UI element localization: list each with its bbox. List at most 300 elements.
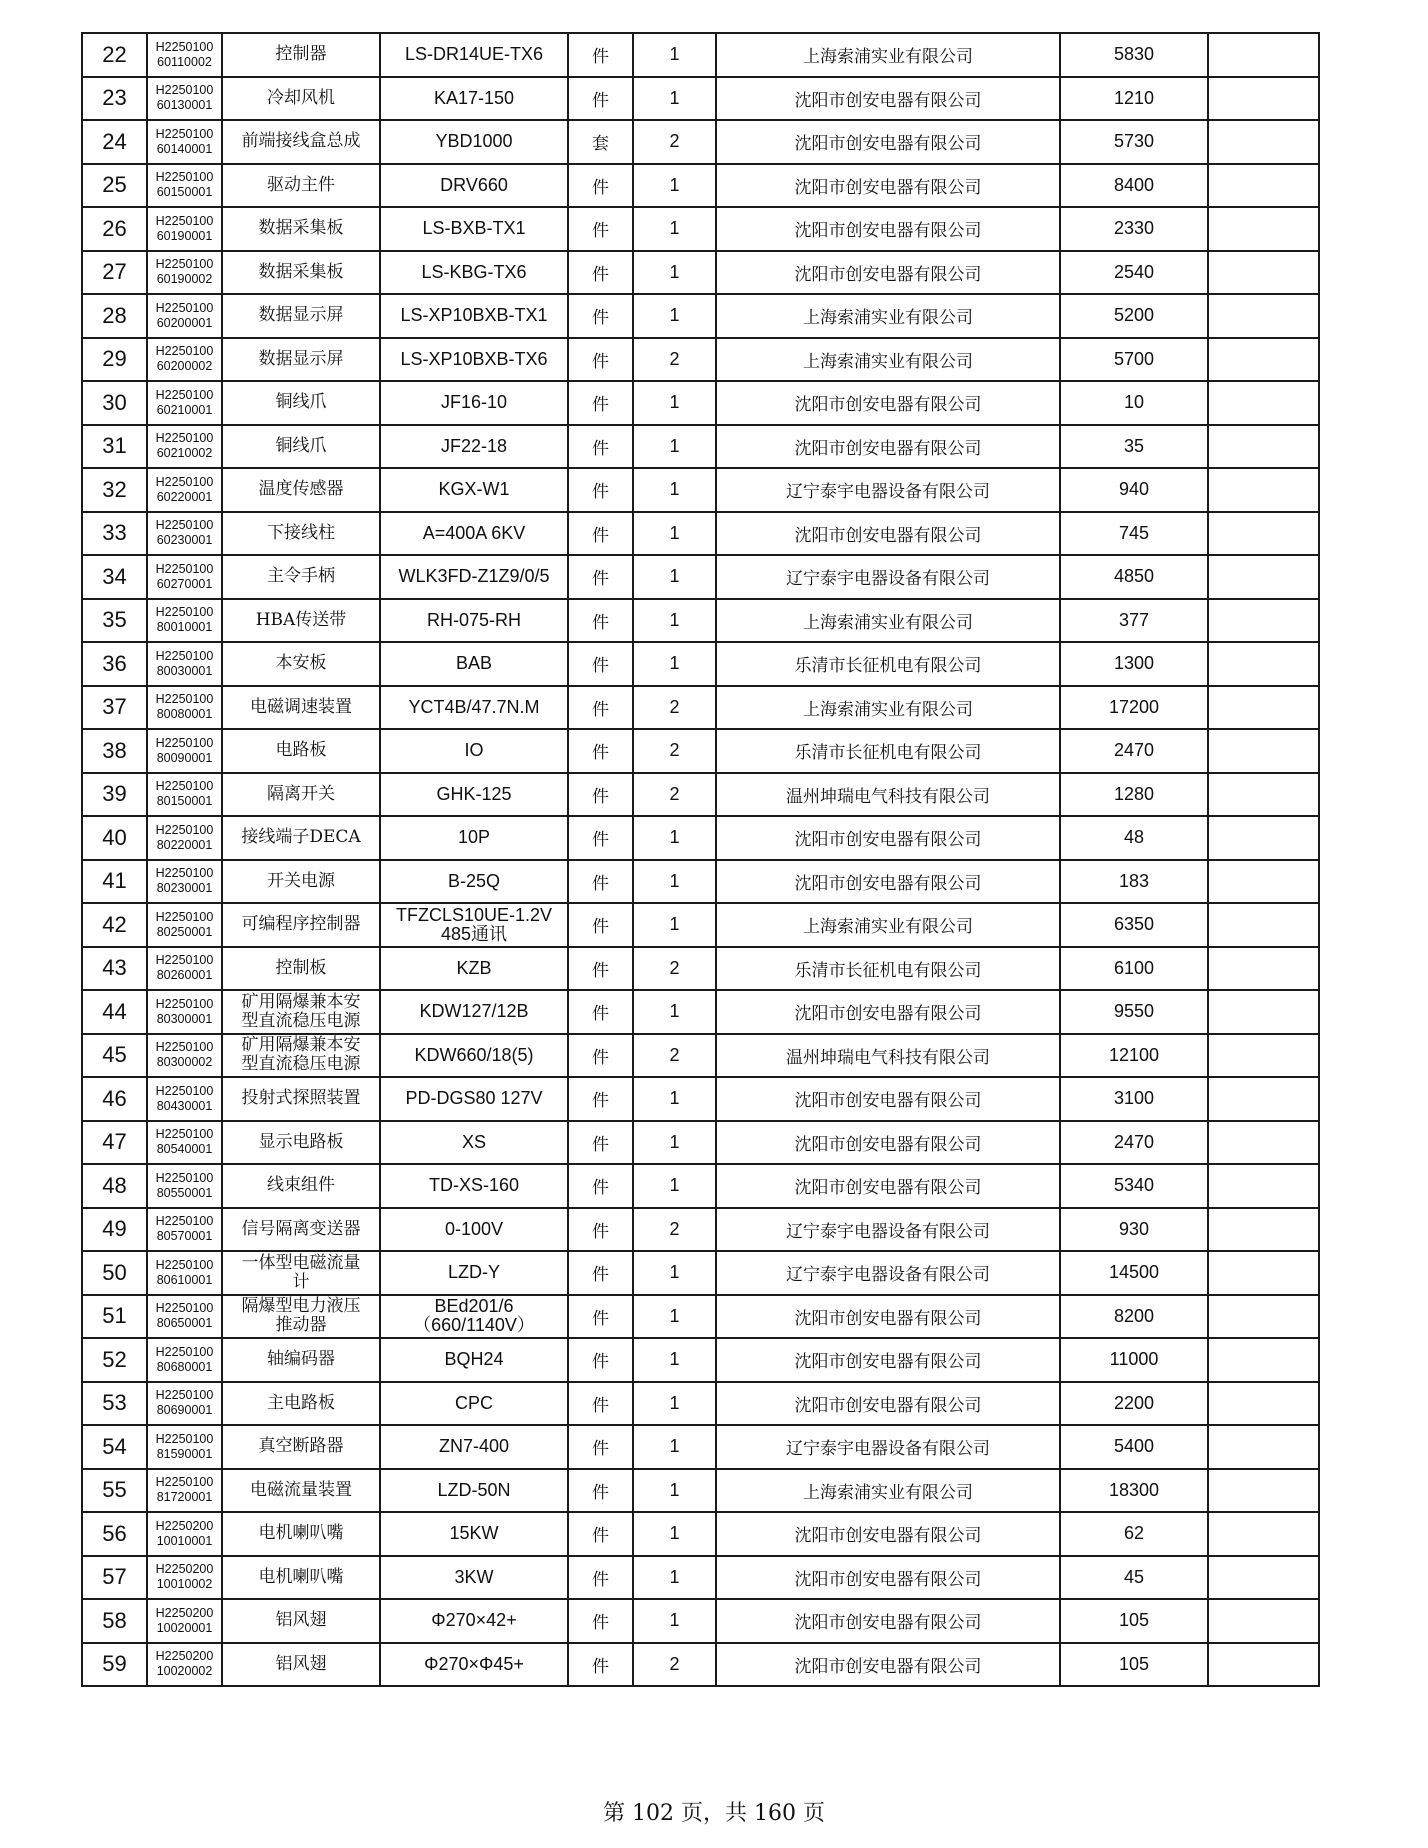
unit-cell: 件 [568,1208,633,1252]
price-cell: 2470 [1060,729,1208,773]
row-number-cell: 47 [82,1121,147,1165]
table-row [82,1077,1319,1121]
remark-cell [1208,599,1319,643]
part-name-cell: 本安板 [222,642,380,686]
unit-cell: 套 [568,120,633,164]
unit-cell: 件 [568,251,633,295]
part-name-cell: 接线端子DECA [222,816,380,860]
table-row [82,77,1319,121]
model-cell: 0-100V [380,1208,568,1252]
unit-cell: 件 [568,468,633,512]
table-row [82,947,1319,991]
part-name-cell: 显示电路板 [222,1121,380,1165]
remark-cell [1208,1208,1319,1252]
unit-cell: 件 [568,1469,633,1513]
price-cell: 5700 [1060,338,1208,382]
supplier-cell: 上海索浦实业有限公司 [716,1469,1060,1513]
quantity-cell: 1 [633,642,716,686]
material-code-cell: H2250100 80250001 [147,903,222,947]
row-number-cell: 55 [82,1469,147,1513]
price-cell: 930 [1060,1208,1208,1252]
table-row [82,816,1319,860]
row-number-cell: 43 [82,947,147,991]
row-number-cell: 57 [82,1556,147,1600]
unit-cell: 件 [568,1425,633,1469]
price-cell: 11000 [1060,1338,1208,1382]
unit-cell: 件 [568,1338,633,1382]
remark-cell [1208,816,1319,860]
unit-cell: 件 [568,990,633,1034]
row-number-cell: 45 [82,1034,147,1078]
row-number-cell: 24 [82,120,147,164]
model-cell: LS-BXB-TX1 [380,207,568,251]
material-code-cell: H2250100 81590001 [147,1425,222,1469]
model-cell: KDW127/12B [380,990,568,1034]
table-row [82,1121,1319,1165]
unit-cell: 件 [568,686,633,730]
remark-cell [1208,1295,1319,1339]
model-cell: IO [380,729,568,773]
remark-cell [1208,33,1319,77]
quantity-cell: 1 [633,33,716,77]
unit-cell: 件 [568,77,633,121]
quantity-cell: 2 [633,338,716,382]
unit-cell: 件 [568,1512,633,1556]
model-cell: XS [380,1121,568,1165]
quantity-cell: 2 [633,947,716,991]
unit-cell: 件 [568,947,633,991]
material-code-cell: H2250100 80090001 [147,729,222,773]
unit-cell: 件 [568,1295,633,1339]
supplier-cell: 上海索浦实业有限公司 [716,33,1060,77]
row-number-cell: 34 [82,555,147,599]
price-cell: 8200 [1060,1295,1208,1339]
model-cell: LZD-50N [380,1469,568,1513]
material-code-cell: H2250100 80260001 [147,947,222,991]
table-row [82,251,1319,295]
model-cell: JF16-10 [380,381,568,425]
model-cell: KZB [380,947,568,991]
part-name-cell: 真空断路器 [222,1425,380,1469]
material-code-cell: H2250100 60200001 [147,294,222,338]
unit-cell: 件 [568,555,633,599]
table-row [82,1251,1319,1295]
price-cell: 62 [1060,1512,1208,1556]
supplier-cell: 沈阳市创安电器有限公司 [716,120,1060,164]
material-code-cell: H2250100 60190001 [147,207,222,251]
supplier-cell: 辽宁泰宇电器设备有限公司 [716,1251,1060,1295]
part-name-cell: 开关电源 [222,860,380,904]
unit-cell: 件 [568,338,633,382]
remark-cell [1208,642,1319,686]
unit-cell: 件 [568,816,633,860]
unit-cell: 件 [568,1034,633,1078]
price-cell: 105 [1060,1599,1208,1643]
material-code-cell: H2250100 60150001 [147,164,222,208]
quantity-cell: 1 [633,1164,716,1208]
remark-cell [1208,947,1319,991]
remark-cell [1208,468,1319,512]
material-code-cell: H2250100 80220001 [147,816,222,860]
price-cell: 183 [1060,860,1208,904]
table-row [82,1643,1319,1687]
row-number-cell: 38 [82,729,147,773]
model-cell: KA17-150 [380,77,568,121]
remark-cell [1208,860,1319,904]
quantity-cell: 1 [633,1599,716,1643]
supplier-cell: 沈阳市创安电器有限公司 [716,1643,1060,1687]
material-code-cell: H2250100 80570001 [147,1208,222,1252]
quantity-cell: 1 [633,381,716,425]
material-code-cell: H2250100 80150001 [147,773,222,817]
remark-cell [1208,686,1319,730]
price-cell: 10 [1060,381,1208,425]
part-name-cell: 数据显示屏 [222,338,380,382]
part-name-cell: 数据采集板 [222,251,380,295]
remark-cell [1208,1077,1319,1121]
supplier-cell: 辽宁泰宇电器设备有限公司 [716,1208,1060,1252]
remark-cell [1208,773,1319,817]
model-cell: YCT4B/47.7N.M [380,686,568,730]
model-cell: 10P [380,816,568,860]
material-code-cell: H2250100 80080001 [147,686,222,730]
unit-cell: 件 [568,381,633,425]
unit-cell: 件 [568,1121,633,1165]
quantity-cell: 1 [633,1425,716,1469]
row-number-cell: 28 [82,294,147,338]
unit-cell: 件 [568,1599,633,1643]
table-row [82,294,1319,338]
unit-cell: 件 [568,599,633,643]
quantity-cell: 1 [633,1556,716,1600]
table-row [82,860,1319,904]
quantity-cell: 1 [633,816,716,860]
part-name-cell: 铝风翅 [222,1599,380,1643]
supplier-cell: 沈阳市创安电器有限公司 [716,816,1060,860]
material-code-cell: H2250100 80650001 [147,1295,222,1339]
material-code-cell: H2250100 60130001 [147,77,222,121]
model-cell: GHK-125 [380,773,568,817]
model-cell: Φ270×Φ45+ [380,1643,568,1687]
price-cell: 6350 [1060,903,1208,947]
part-name-cell: 下接线柱 [222,512,380,556]
remark-cell [1208,425,1319,469]
row-number-cell: 33 [82,512,147,556]
supplier-cell: 辽宁泰宇电器设备有限公司 [716,555,1060,599]
table-row [82,1469,1319,1513]
material-code-cell: H2250200 10020001 [147,1599,222,1643]
supplier-cell: 沈阳市创安电器有限公司 [716,860,1060,904]
quantity-cell: 1 [633,1469,716,1513]
remark-cell [1208,1643,1319,1687]
unit-cell: 件 [568,1643,633,1687]
material-code-cell: H2250100 60220001 [147,468,222,512]
row-number-cell: 46 [82,1077,147,1121]
supplier-cell: 沈阳市创安电器有限公司 [716,1382,1060,1426]
quantity-cell: 1 [633,599,716,643]
part-name-cell: 温度传感器 [222,468,380,512]
row-number-cell: 37 [82,686,147,730]
unit-cell: 件 [568,642,633,686]
row-number-cell: 26 [82,207,147,251]
row-number-cell: 52 [82,1338,147,1382]
material-code-cell: H2250100 80550001 [147,1164,222,1208]
price-cell: 35 [1060,425,1208,469]
quantity-cell: 1 [633,1338,716,1382]
supplier-cell: 沈阳市创安电器有限公司 [716,1121,1060,1165]
supplier-cell: 沈阳市创安电器有限公司 [716,164,1060,208]
table-body [82,33,1319,1686]
price-cell: 2200 [1060,1382,1208,1426]
model-cell: LS-XP10BXB-TX6 [380,338,568,382]
row-number-cell: 58 [82,1599,147,1643]
part-name-cell: 数据采集板 [222,207,380,251]
quantity-cell: 2 [633,773,716,817]
quantity-cell: 1 [633,468,716,512]
supplier-cell: 沈阳市创安电器有限公司 [716,1556,1060,1600]
row-number-cell: 49 [82,1208,147,1252]
supplier-cell: 上海索浦实业有限公司 [716,903,1060,947]
table-row [82,1556,1319,1600]
supplier-cell: 辽宁泰宇电器设备有限公司 [716,1425,1060,1469]
part-name-cell: HBA传送带 [222,599,380,643]
remark-cell [1208,729,1319,773]
row-number-cell: 53 [82,1382,147,1426]
material-code-cell: H2250100 60110002 [147,33,222,77]
model-cell: CPC [380,1382,568,1426]
table-row [82,207,1319,251]
quantity-cell: 2 [633,1643,716,1687]
table-row [82,729,1319,773]
table-row [82,903,1319,947]
price-cell: 1300 [1060,642,1208,686]
table-row [82,1208,1319,1252]
part-name-cell: 隔爆型电力液压 推动器 [222,1295,380,1339]
price-cell: 5200 [1060,294,1208,338]
material-code-cell: H2250100 80540001 [147,1121,222,1165]
part-name-cell: 铝风翅 [222,1643,380,1687]
remark-cell [1208,1382,1319,1426]
row-number-cell: 25 [82,164,147,208]
table-row [82,1425,1319,1469]
unit-cell: 件 [568,773,633,817]
part-name-cell: 铜线爪 [222,381,380,425]
quantity-cell: 1 [633,903,716,947]
quantity-cell: 1 [633,1251,716,1295]
price-cell: 8400 [1060,164,1208,208]
quantity-cell: 2 [633,120,716,164]
remark-cell [1208,1121,1319,1165]
part-name-cell: 电机喇叭嘴 [222,1512,380,1556]
price-cell: 745 [1060,512,1208,556]
remark-cell [1208,77,1319,121]
price-cell: 17200 [1060,686,1208,730]
table-row [82,33,1319,77]
remark-cell [1208,1512,1319,1556]
supplier-cell: 上海索浦实业有限公司 [716,686,1060,730]
model-cell: TFZCLS10UE-1.2V 485通讯 [380,903,568,947]
model-cell: LS-XP10BXB-TX1 [380,294,568,338]
row-number-cell: 29 [82,338,147,382]
material-code-cell: H2250100 80300001 [147,990,222,1034]
quantity-cell: 1 [633,1382,716,1426]
row-number-cell: 35 [82,599,147,643]
supplier-cell: 沈阳市创安电器有限公司 [716,990,1060,1034]
material-code-cell: H2250100 80030001 [147,642,222,686]
material-code-cell: H2250100 81720001 [147,1469,222,1513]
part-name-cell: 电机喇叭嘴 [222,1556,380,1600]
row-number-cell: 51 [82,1295,147,1339]
table-row [82,990,1319,1034]
price-cell: 9550 [1060,990,1208,1034]
remark-cell [1208,1556,1319,1600]
unit-cell: 件 [568,1382,633,1426]
remark-cell [1208,1599,1319,1643]
model-cell: WLK3FD-Z1Z9/0/5 [380,555,568,599]
parts-price-table [81,32,1320,1687]
price-cell: 14500 [1060,1251,1208,1295]
quantity-cell: 1 [633,425,716,469]
material-code-cell: H2250100 80430001 [147,1077,222,1121]
row-number-cell: 44 [82,990,147,1034]
supplier-cell: 温州坤瑞电气科技有限公司 [716,1034,1060,1078]
row-number-cell: 41 [82,860,147,904]
row-number-cell: 22 [82,33,147,77]
unit-cell: 件 [568,860,633,904]
row-number-cell: 31 [82,425,147,469]
unit-cell: 件 [568,1251,633,1295]
price-cell: 105 [1060,1643,1208,1687]
material-code-cell: H2250100 60190002 [147,251,222,295]
material-code-cell: H2250200 10020002 [147,1643,222,1687]
row-number-cell: 32 [82,468,147,512]
quantity-cell: 2 [633,729,716,773]
quantity-cell: 1 [633,1077,716,1121]
remark-cell [1208,381,1319,425]
row-number-cell: 23 [82,77,147,121]
model-cell: JF22-18 [380,425,568,469]
table-row [82,338,1319,382]
remark-cell [1208,1469,1319,1513]
price-cell: 377 [1060,599,1208,643]
remark-cell [1208,338,1319,382]
quantity-cell: 1 [633,555,716,599]
table-row [82,642,1319,686]
price-cell: 2330 [1060,207,1208,251]
table-row [82,599,1319,643]
price-cell: 5400 [1060,1425,1208,1469]
row-number-cell: 30 [82,381,147,425]
row-number-cell: 48 [82,1164,147,1208]
price-cell: 5730 [1060,120,1208,164]
model-cell: 3KW [380,1556,568,1600]
material-code-cell: H2250200 10010001 [147,1512,222,1556]
remark-cell [1208,1338,1319,1382]
model-cell: KGX-W1 [380,468,568,512]
model-cell: A=400A 6KV [380,512,568,556]
unit-cell: 件 [568,1164,633,1208]
part-name-cell: 线束组件 [222,1164,380,1208]
model-cell: RH-075-RH [380,599,568,643]
row-number-cell: 39 [82,773,147,817]
part-name-cell: 控制板 [222,947,380,991]
part-name-cell: 主令手柄 [222,555,380,599]
supplier-cell: 乐清市长征机电有限公司 [716,947,1060,991]
model-cell: KDW660/18(5) [380,1034,568,1078]
price-cell: 5340 [1060,1164,1208,1208]
material-code-cell: H2250100 80230001 [147,860,222,904]
quantity-cell: 1 [633,251,716,295]
remark-cell [1208,1251,1319,1295]
material-code-cell: H2250100 60230001 [147,512,222,556]
part-name-cell: 电磁流量装置 [222,1469,380,1513]
model-cell: PD-DGS80 127V [380,1077,568,1121]
unit-cell: 件 [568,903,633,947]
supplier-cell: 沈阳市创安电器有限公司 [716,1512,1060,1556]
supplier-cell: 乐清市长征机电有限公司 [716,642,1060,686]
remark-cell [1208,294,1319,338]
supplier-cell: 沈阳市创安电器有限公司 [716,1077,1060,1121]
price-cell: 2470 [1060,1121,1208,1165]
remark-cell [1208,1164,1319,1208]
price-cell: 940 [1060,468,1208,512]
unit-cell: 件 [568,164,633,208]
part-name-cell: 前端接线盒总成 [222,120,380,164]
row-number-cell: 59 [82,1643,147,1687]
price-cell: 1210 [1060,77,1208,121]
table-row [82,425,1319,469]
remark-cell [1208,164,1319,208]
material-code-cell: H2250100 80610001 [147,1251,222,1295]
price-cell: 3100 [1060,1077,1208,1121]
supplier-cell: 沈阳市创安电器有限公司 [716,425,1060,469]
material-code-cell: H2250100 60270001 [147,555,222,599]
part-name-cell: 矿用隔爆兼本安 型直流稳压电源 [222,1034,380,1078]
model-cell: TD-XS-160 [380,1164,568,1208]
price-cell: 12100 [1060,1034,1208,1078]
supplier-cell: 辽宁泰宇电器设备有限公司 [716,468,1060,512]
unit-cell: 件 [568,1077,633,1121]
model-cell: DRV660 [380,164,568,208]
remark-cell [1208,903,1319,947]
table-row [82,1599,1319,1643]
model-cell: YBD1000 [380,120,568,164]
supplier-cell: 上海索浦实业有限公司 [716,294,1060,338]
quantity-cell: 1 [633,294,716,338]
part-name-cell: 电磁调速装置 [222,686,380,730]
part-name-cell: 可编程序控制器 [222,903,380,947]
remark-cell [1208,512,1319,556]
material-code-cell: H2250100 60210002 [147,425,222,469]
supplier-cell: 温州坤瑞电气科技有限公司 [716,773,1060,817]
part-name-cell: 数据显示屏 [222,294,380,338]
row-number-cell: 42 [82,903,147,947]
remark-cell [1208,1034,1319,1078]
row-number-cell: 40 [82,816,147,860]
supplier-cell: 沈阳市创安电器有限公司 [716,1164,1060,1208]
supplier-cell: 上海索浦实业有限公司 [716,338,1060,382]
table-row [82,468,1319,512]
table-row [82,164,1319,208]
supplier-cell: 乐清市长征机电有限公司 [716,729,1060,773]
price-cell: 1280 [1060,773,1208,817]
part-name-cell: 驱动主件 [222,164,380,208]
material-code-cell: H2250100 80690001 [147,1382,222,1426]
material-code-cell: H2250100 60140001 [147,120,222,164]
quantity-cell: 1 [633,164,716,208]
material-code-cell: H2250100 80680001 [147,1338,222,1382]
supplier-cell: 沈阳市创安电器有限公司 [716,251,1060,295]
